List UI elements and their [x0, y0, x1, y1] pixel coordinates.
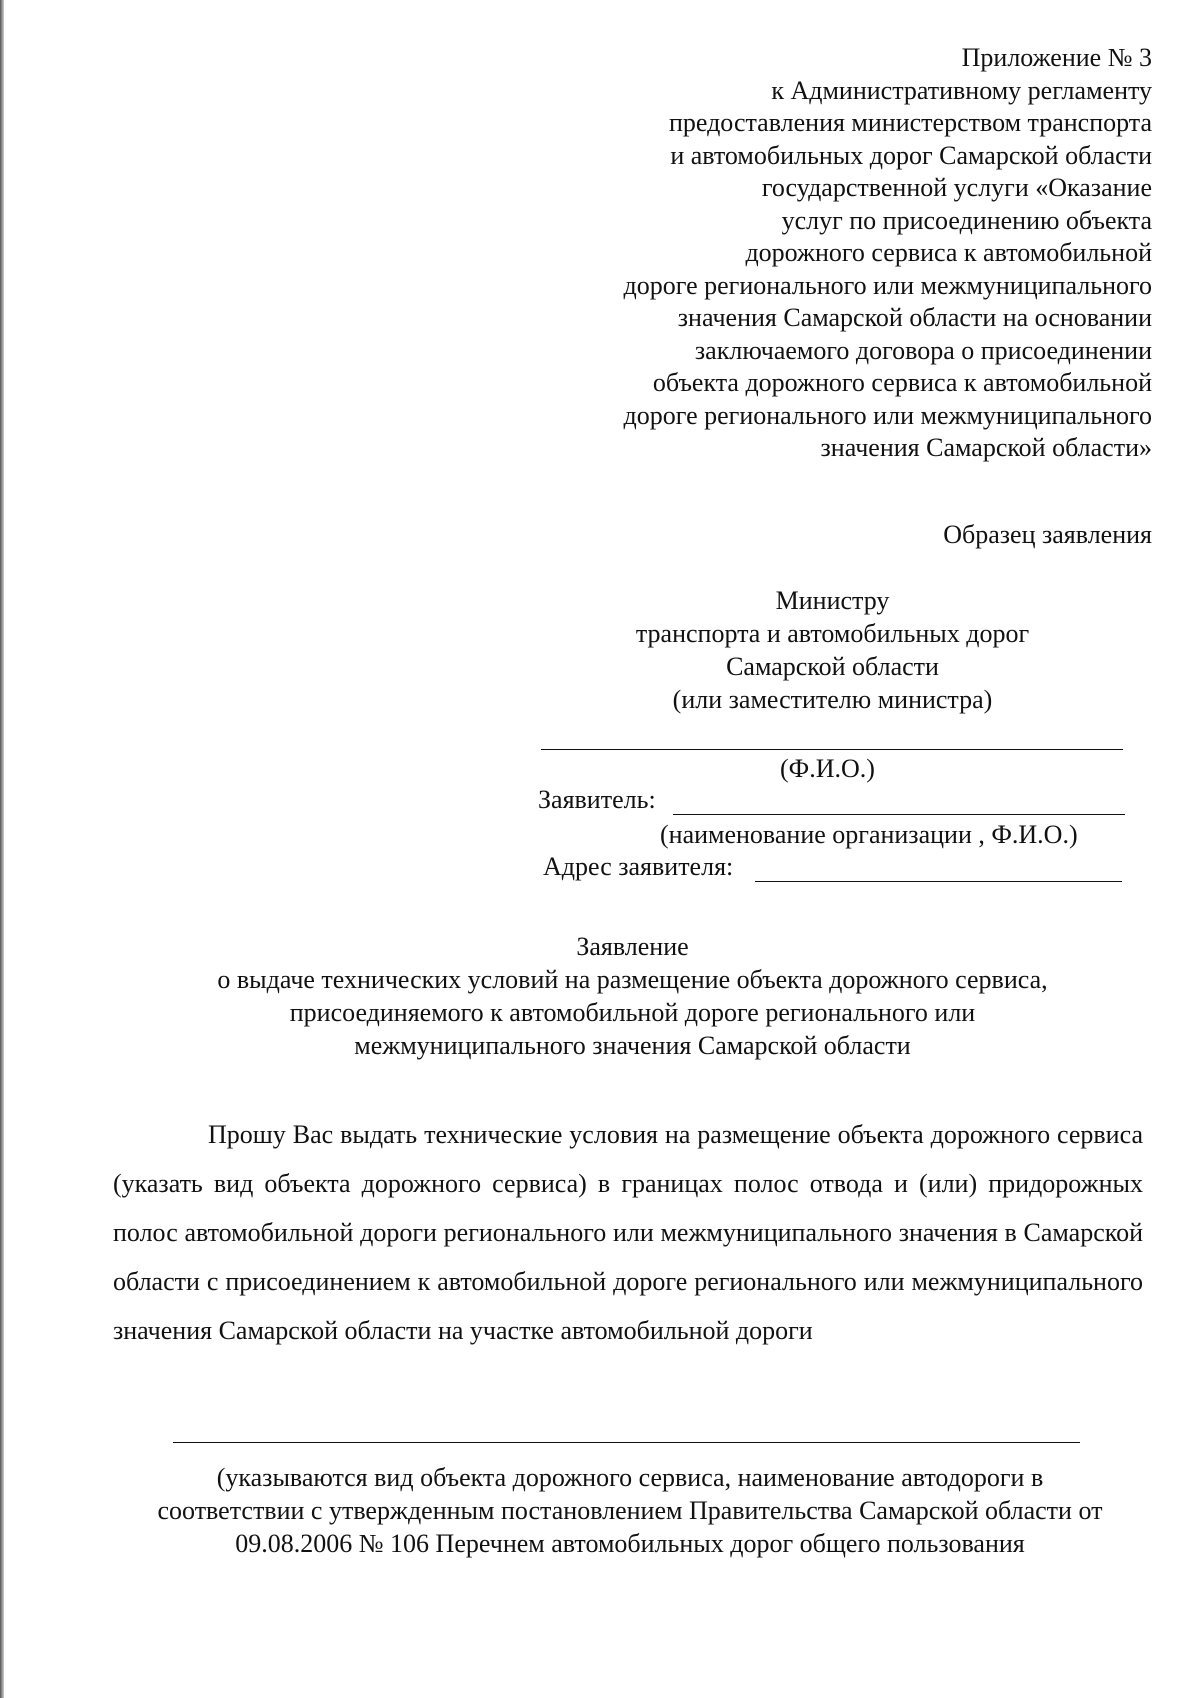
applicant-label: Заявитель:	[538, 785, 656, 814]
footnote-line: (указываются вид объекта дорожного сервиса, наименование автодороги в	[216, 1463, 1044, 1492]
applicant-caption: (наименование организации , Ф.И.О.)	[660, 820, 1078, 849]
appendix-line: государственной услуги «Оказание	[761, 173, 1152, 202]
appendix-line: значения Самарской области»	[820, 433, 1152, 462]
addressee-block	[560, 584, 1105, 716]
title-line: присоединяемого к автомобильной дороге регионального или	[289, 998, 976, 1027]
footnote-line: соответствии с утвержденным постановлением Правительства Самарской области от	[157, 1496, 1103, 1525]
addressee-line: Самарской области	[726, 652, 939, 681]
address-blank-line	[755, 881, 1122, 882]
appendix-line: услуг по присоединению объекта	[781, 205, 1152, 235]
fio-blank-line	[541, 749, 1123, 750]
appendix-line: объекта дорожного сервиса к автомобильной	[652, 368, 1152, 397]
appendix-line: предоставления министерством транспорта	[668, 108, 1152, 137]
appendix-line: значения Самарской области на основании	[677, 303, 1152, 332]
footnote-line: 09.08.2006 № 106 Перечнем автомобильных дорог общего пользования	[235, 1529, 1025, 1558]
sample-label: Образец заявления	[943, 520, 1152, 549]
appendix-line: и автомобильных дорог Самарской области	[670, 140, 1152, 170]
appendix-header	[624, 42, 1152, 465]
applicant-blank-line	[673, 814, 1125, 815]
title-line: межмуниципального значения Самарской области	[354, 1031, 911, 1060]
title-line: о выдаче технических условий на размещение объекта дорожного сервиса,	[217, 965, 1048, 994]
object-blank-line	[173, 1442, 1080, 1443]
appendix-line: Приложение № 3	[961, 43, 1152, 72]
addressee-line: (или заместителю министра)	[672, 685, 993, 714]
addressee-line: транспорта и автомобильных дорог	[635, 619, 1030, 648]
appendix-line: заключаемого договора о присоединении	[694, 335, 1152, 365]
statement-title	[100, 930, 1165, 1062]
addressee-line: Министру	[775, 586, 890, 615]
appendix-line: дороге регионального или межмуниципального	[623, 270, 1152, 300]
fio-caption: (Ф.И.О.)	[780, 754, 875, 783]
appendix-line: дорожного сервиса к автомобильной	[745, 238, 1152, 267]
address-label: Адрес заявителя:	[543, 852, 734, 881]
appendix-line: к Административному регламенту	[771, 75, 1152, 105]
request-paragraph: Прошу Вас выдать технические условия на размещение объекта дорожного сервиса (указать вид объекта дорожного сервиса) в границах полос отвода и (или) придорожных полос автомобильной дороги регионального или межмуниципального значения в Самарской области с присоединением к автомобильной дороге регионального или межмуниципального значения Самарской области на участке автомобильной дороги	[113, 1120, 1143, 1345]
appendix-line: дороге регионального или межмуниципального	[623, 400, 1152, 430]
scan-edge	[0, 0, 4, 1698]
title-line: Заявление	[576, 932, 689, 961]
footnote-block	[100, 1461, 1160, 1560]
